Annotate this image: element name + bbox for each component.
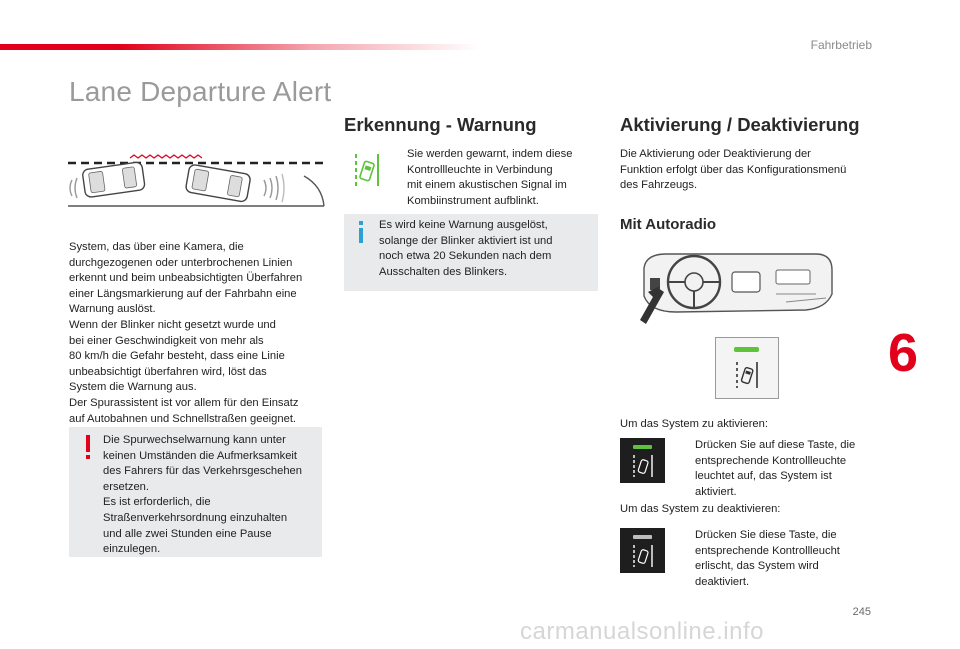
text-line: deaktiviert. xyxy=(695,575,750,588)
text-line: Es ist erforderlich, die xyxy=(103,496,211,509)
text-line: bei einer Geschwindigkeit von mehr als xyxy=(69,334,264,347)
text-line: 80 km/h die Gefahr besteht, dass eine Linie xyxy=(69,350,285,363)
autoradio-subheading: Mit Autoradio xyxy=(620,216,717,233)
lane-departure-icon xyxy=(632,544,654,568)
text-line: Drücken Sie diese Taste, die xyxy=(695,529,837,541)
text-line: ersetzen. xyxy=(103,480,150,493)
text-line: Die Spurwechselwarnung kann unter xyxy=(103,434,286,446)
text-line: Kombiinstrument aufblinkt. xyxy=(407,194,539,207)
activate-label: Um das System zu aktivieren: xyxy=(620,418,768,430)
text-line: noch etwa 20 Sekunden nach dem xyxy=(379,250,552,263)
page-title: Lane Departure Alert xyxy=(69,76,332,107)
text-line: leuchtet auf, das System ist xyxy=(695,470,832,483)
section-label: Fahrbetrieb xyxy=(810,38,872,52)
exclamation-icon xyxy=(83,435,93,461)
activate-button-icon xyxy=(620,438,665,483)
text-line: Funktion erfolgt über das Konfigurationsmenü xyxy=(620,163,847,176)
text-line: Sie werden gewarnt, indem diese xyxy=(407,148,573,160)
text-line: erlischt, das System wird xyxy=(695,560,819,573)
text-line: solange der Blinker aktiviert ist und xyxy=(379,234,553,247)
text-line: durchgezogenen oder unterbrochenen Linien xyxy=(69,256,293,269)
text-line: Straßenverkehrsordnung einzuhalten xyxy=(103,511,288,524)
activation-heading: Aktivierung / Deaktivierung xyxy=(620,114,860,135)
text-line: Warnung auslöst. xyxy=(69,303,156,316)
deactivate-step-text xyxy=(695,528,885,590)
indicator-button-illustration xyxy=(715,337,779,399)
grey-indicator-light xyxy=(633,535,652,539)
lane-departure-illustration xyxy=(68,150,326,212)
text-line: entsprechende Kontrollleuchte xyxy=(695,454,847,467)
warning-text xyxy=(103,433,318,558)
text-line: keinen Umständen die Aufmerksamkeit xyxy=(103,449,298,462)
lane-departure-icon xyxy=(632,454,654,478)
detection-heading: Erkennung - Warnung xyxy=(344,114,537,135)
text-line: aktiviert. xyxy=(695,485,737,498)
watermark: carmanualsonline.info xyxy=(520,618,764,645)
deactivate-label: Um das System zu deaktivieren: xyxy=(620,503,781,515)
text-line: Wenn der Blinker nicht gesetzt wurde und xyxy=(69,318,276,331)
green-indicator-light xyxy=(633,445,652,449)
text-line: einer Längsmarkierung auf der Fahrbahn eine xyxy=(69,287,297,300)
text-line: und alle zwei Stunden eine Pause xyxy=(103,527,272,540)
text-line: Es wird keine Warnung ausgelöst, xyxy=(379,219,548,231)
lane-departure-indicator-icon xyxy=(352,152,382,188)
activate-step-text xyxy=(695,438,885,500)
text-line: Drücken Sie auf diese Taste, die xyxy=(695,439,856,451)
warning-box xyxy=(69,427,322,557)
text-line: erkennt und beim unbeabsichtigten Überfahren xyxy=(69,272,303,285)
text-line: des Fahrers für das Verkehrsgeschehen xyxy=(103,465,302,478)
text-line: entsprechende Kontrollleucht xyxy=(695,544,840,557)
page-number: 245 xyxy=(852,606,871,618)
deactivate-button-icon xyxy=(620,528,665,573)
text-line: System die Warnung aus. xyxy=(69,381,197,394)
text-line: auf Autobahnen und Schnellstraßen geeignet. xyxy=(69,412,297,425)
dashboard-illustration xyxy=(636,248,836,330)
text-line: Ausschalten des Blinkers. xyxy=(379,265,508,278)
text-line: mit einem akustischen Signal im xyxy=(407,179,567,192)
activation-intro xyxy=(620,147,880,194)
info-text xyxy=(379,218,594,280)
header-accent-bar xyxy=(0,44,480,50)
description-text xyxy=(69,240,329,427)
green-indicator-light xyxy=(734,347,759,352)
lane-departure-button-icon xyxy=(734,360,760,390)
text-line: Die Aktivierung oder Deaktivierung der xyxy=(620,148,811,160)
info-box xyxy=(344,214,598,291)
text-line: System, das über eine Kamera, die xyxy=(69,241,244,253)
text-line: unbeabsichtigt überfahren wird, löst das xyxy=(69,365,267,378)
text-line: des Fahrzeugs. xyxy=(620,179,698,192)
detection-text xyxy=(407,147,597,209)
info-icon xyxy=(355,221,367,245)
text-line: Kontrollleuchte in Verbindung xyxy=(407,163,553,176)
text-line: Der Spurassistent ist vor allem für den Einsatz xyxy=(69,396,299,409)
text-line: einzulegen. xyxy=(103,543,161,556)
chapter-number: 6 xyxy=(887,323,918,383)
